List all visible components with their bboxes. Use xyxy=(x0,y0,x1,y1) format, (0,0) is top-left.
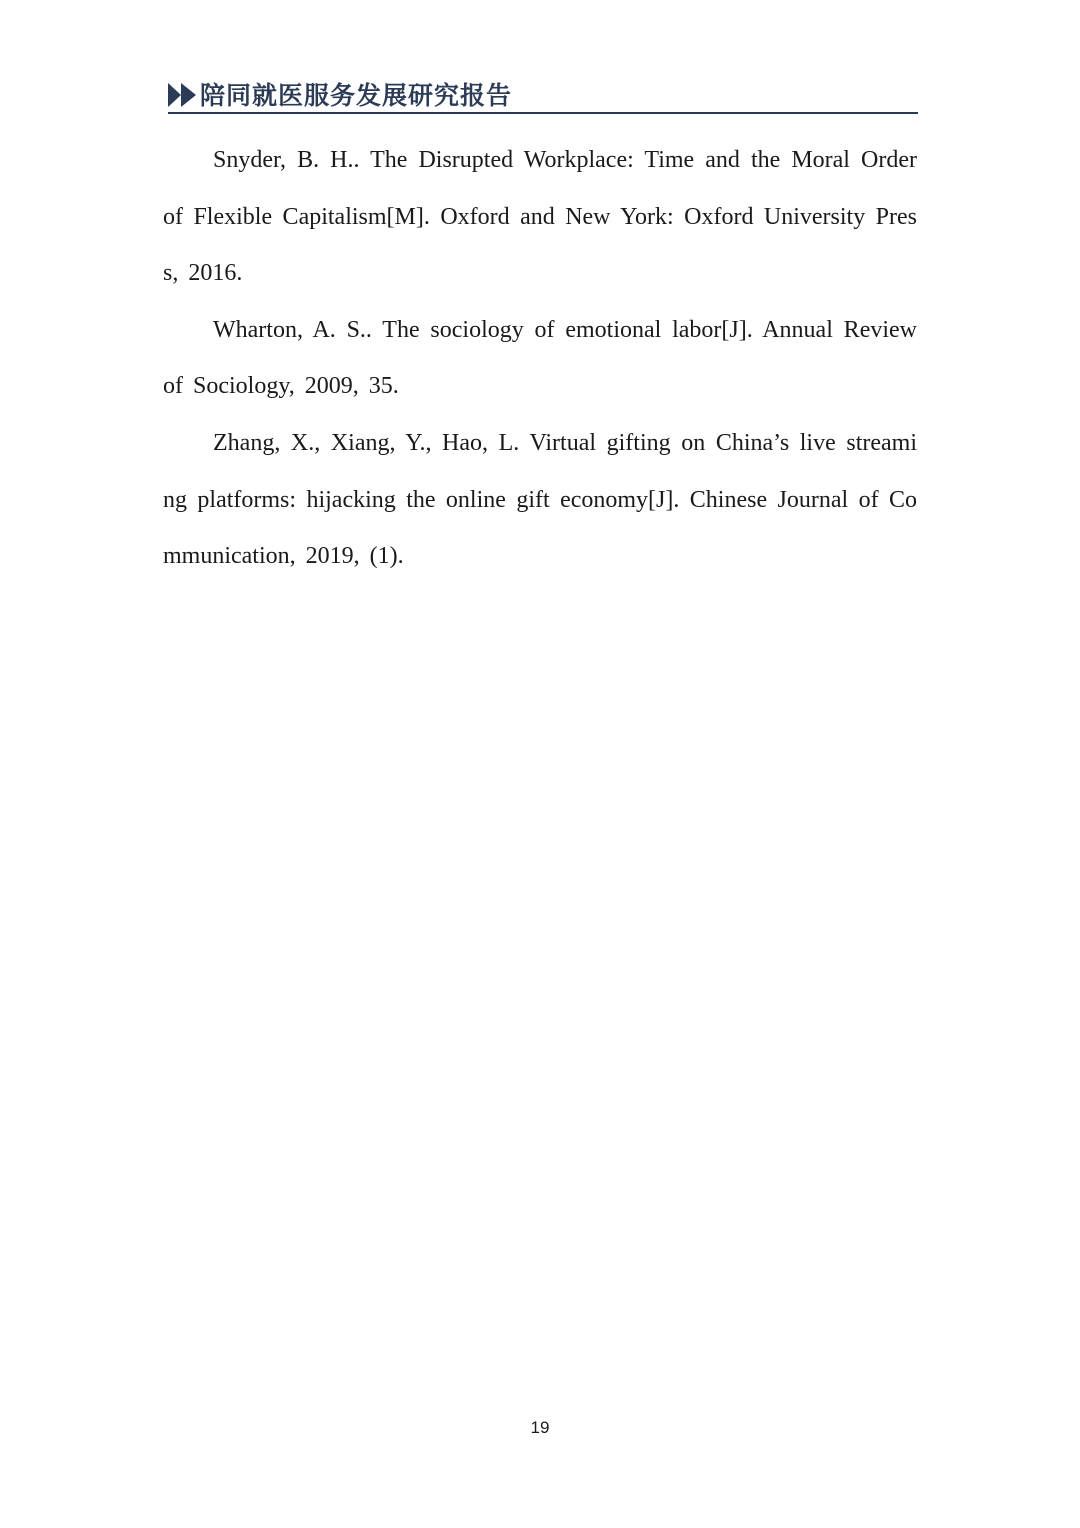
page-header xyxy=(168,74,918,114)
reference-entry: Wharton, A. S.. The sociology of emotional labor[J]. Annual Review of Sociology, 2009, 35. xyxy=(163,316,917,400)
page-number: 19 xyxy=(530,1418,550,1437)
header-divider xyxy=(168,112,918,114)
reference-entry: Snyder, B. H.. The Disrupted Workplace: Time and the Moral Order of Flexible Capitalism[M]. Oxford and New York: Oxford University Press, 2016. xyxy=(163,147,917,287)
reference-entry: Zhang, X., Xiang, Y., Hao, L. Virtual gifting on China’s live streaming platforms: hijacking the online gift economy[J]. Chinese Journal of Communication, 2019, (1). xyxy=(163,429,917,570)
reference-list xyxy=(163,132,917,585)
report-title: 陪同就医服务发展研究报告 xyxy=(200,81,513,110)
double-chevron-right-icon xyxy=(168,82,198,108)
